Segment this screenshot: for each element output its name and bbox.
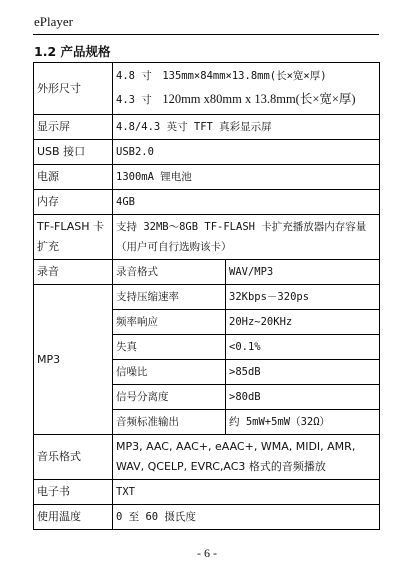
spec-sublabel: 信噪比 [113, 360, 226, 385]
spec-label: 显示屏 [34, 115, 113, 140]
spec-value: >80dB [226, 385, 380, 410]
spec-sublabel: 支持压缩速率 [113, 285, 226, 310]
spec-value: MP3, AAC, AAC+, eAAC+, WMA, MIDI, AMR, WAV, QCELP, EVRC,AC3 格式的音频播放 [113, 435, 380, 480]
spec-value: 4GB [113, 190, 380, 215]
spec-row-display [34, 115, 380, 140]
spec-sublabel: 频率响应 [113, 310, 226, 335]
spec-value: >85dB [226, 360, 380, 385]
spec-row-temperature [34, 505, 380, 530]
spec-value: 32Kbps－320ps [226, 285, 380, 310]
spec-row-music [34, 435, 380, 480]
spec-sublabel: 录音格式 [113, 260, 226, 285]
size-dimensions: 135mm×84mm×13.8mm(长×宽×厚) [162, 70, 327, 82]
spec-value: 1300mA 锂电池 [113, 165, 380, 190]
page-number: - 6 - [197, 546, 217, 560]
spec-label: 电源 [34, 165, 113, 190]
spec-value: 0 至 60 摄氏度 [113, 505, 380, 530]
header-divider [33, 34, 379, 35]
spec-value: 约 5mW+5mW（32Ω） [226, 410, 380, 435]
spec-value: 20Hz~20KHz [226, 310, 380, 335]
dimension-line-48 [116, 65, 376, 88]
spec-value: <0.1% [226, 335, 380, 360]
spec-value: TXT [113, 480, 380, 505]
spec-value: 支持 32MB～8GB TF-FLASH 卡扩充播放器内存容量（用户可自行选购该卡） [113, 215, 380, 260]
spec-sublabel: 音频标准输出 [113, 410, 226, 435]
spec-row-ebook [34, 480, 380, 505]
spec-label: 电子书 [34, 480, 113, 505]
spec-label: MP3 [34, 285, 113, 435]
spec-value: WAV/MP3 [226, 260, 380, 285]
spec-row-memory [34, 190, 380, 215]
size-dimensions: 120mm x80mm x 13.8mm(长×宽×厚) [162, 92, 356, 106]
spec-table [33, 62, 380, 530]
spec-label: 外形尺寸 [34, 63, 113, 115]
spec-sublabel: 失真 [113, 335, 226, 360]
spec-row-mp3 [34, 285, 380, 310]
size-label: 4.8 寸 [116, 70, 152, 82]
spec-value: USB2.0 [113, 140, 380, 165]
spec-label: 录音 [34, 260, 113, 285]
spec-row-tflash [34, 215, 380, 260]
spec-label: 内存 [34, 190, 113, 215]
spec-sublabel: 信号分离度 [113, 385, 226, 410]
size-label: 4.3 寸 [116, 94, 152, 106]
spec-label: USB 接口 [34, 140, 113, 165]
spec-value: 4.8/4.3 英寸 TFT 真彩显示屏 [113, 115, 380, 140]
spec-row-appearance [34, 63, 380, 115]
spec-label: 音乐格式 [34, 435, 113, 480]
dimension-line-43 [116, 88, 376, 112]
document-header: ePlayer [34, 14, 73, 29]
spec-label: TF-FLASH 卡扩充 [34, 215, 113, 260]
spec-label: 使用温度 [34, 505, 113, 530]
spec-row-record [34, 260, 380, 285]
spec-row-usb [34, 140, 380, 165]
spec-row-power [34, 165, 380, 190]
spec-value [113, 63, 380, 115]
section-title: 1.2 产品规格 [34, 44, 111, 59]
